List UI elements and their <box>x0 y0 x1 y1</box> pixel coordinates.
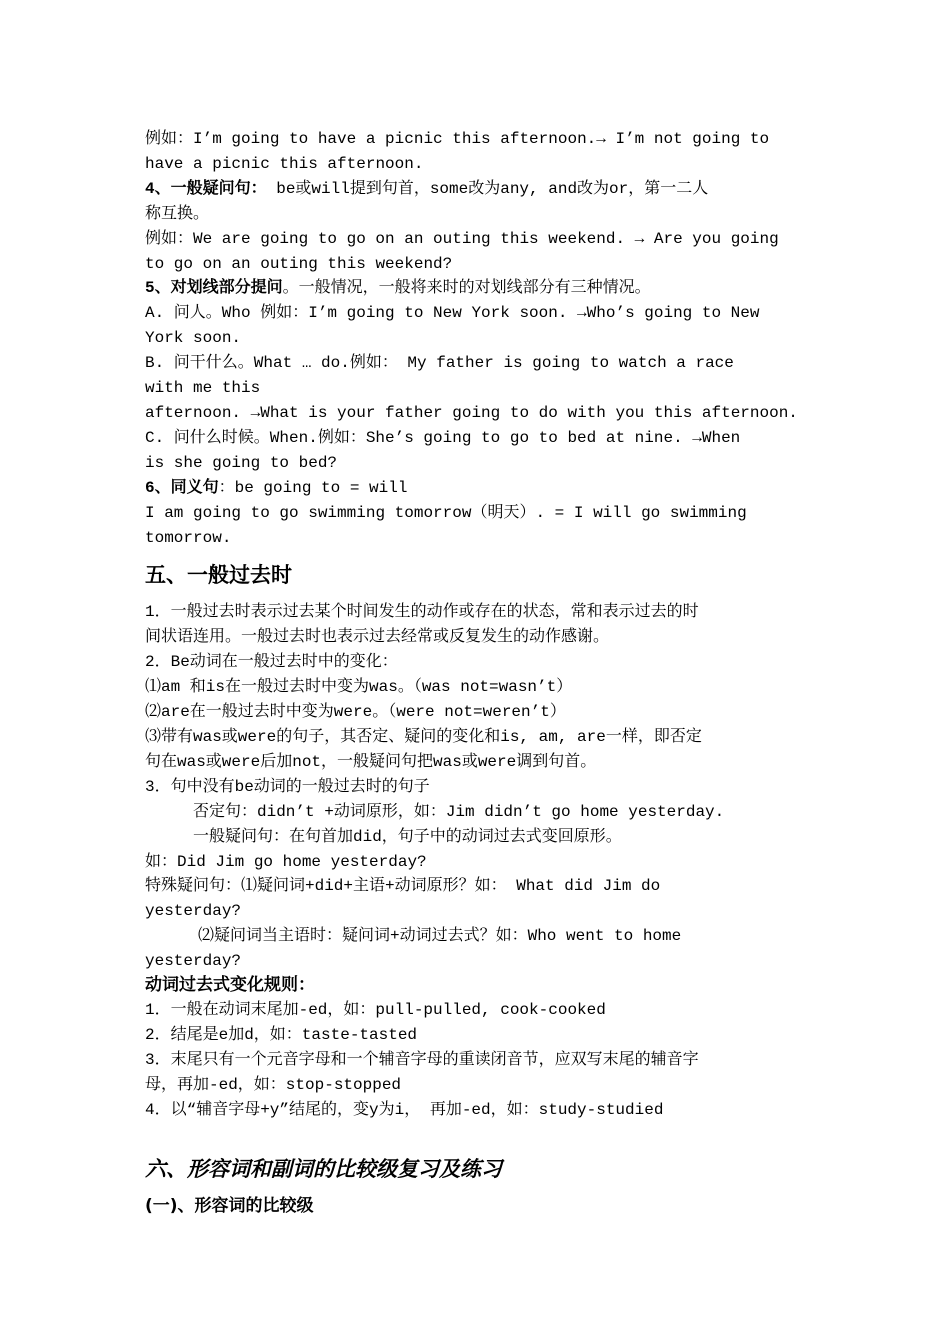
text-line: 特殊疑问句：⑴疑问词+did+主语+动词原形？如： What did Jim do <box>145 877 661 895</box>
text-line: 2．结尾是e加d，如：taste-tasted <box>145 1026 418 1044</box>
text-line <box>145 177 810 202</box>
rules-title: 动词过去式变化规则： <box>145 975 315 995</box>
text-line: York soon. <box>145 329 242 347</box>
item-label: 6、同义句 <box>145 479 219 497</box>
item-label: 4、一般疑问句： <box>145 180 267 198</box>
text-line: 2．Be动词在一般过去时中的变化： <box>145 653 398 671</box>
text-line: C. 问什么时候。When.例如：She’s going to go to bed at nine. →When <box>145 429 741 447</box>
subsection-heading: (一)、形容词的比较级 <box>145 1196 314 1216</box>
text-line: 例如：I’m going to have a picnic this afternoon.→ I’m not going to <box>145 130 770 148</box>
text-line: ⑶带有was或were的句子，其否定、疑问的变化和is, am, are一样，即否定 <box>145 728 702 746</box>
text-line <box>145 476 810 501</box>
text-line: I am going to go swimming tomorrow（明天）. = I will go swimming <box>145 504 747 522</box>
section-heading-past-tense: 五、一般过去时 <box>145 563 292 587</box>
text-line: B. 问干什么。What … do.例如： My father is going to watch a race <box>145 354 734 372</box>
text-line: have a picnic this afternoon. <box>145 155 424 173</box>
text-line: 间状语连用。一般过去时也表示过去经常或反复发生的动作感谢。 <box>145 628 610 646</box>
text-line: yesterday? <box>145 952 242 970</box>
text-line <box>145 276 810 301</box>
text-line: afternoon. →What is your father going to do with you this afternoon. <box>145 404 798 422</box>
text-line: 3．句中没有be动词的一般过去时的句子 <box>145 778 430 796</box>
text-line: tomorrow. <box>145 529 232 547</box>
text-line: 4．以“辅音字母+y”结尾的，变y为i， 再加-ed，如：study-studied <box>145 1101 664 1119</box>
text-line: yesterday? <box>145 902 242 920</box>
text-line: 母，再加-ed，如：stop-stopped <box>145 1076 402 1094</box>
text-line: 句在was或were后加not，一般疑问句把was或were调到句首。 <box>145 753 597 771</box>
text-line: 称互换。 <box>145 205 210 223</box>
text-line: to go on an outing this weekend? <box>145 255 453 273</box>
text-line: 如：Did Jim go home yesterday? <box>145 853 427 871</box>
text-line: ⑵疑问词当主语时：疑问词+动词过去式？如：Who went to home <box>198 927 682 945</box>
text-line: 例如：We are going to go on an outing this weekend. → Are you going <box>145 230 779 248</box>
text-line: 一般疑问句：在句首加did，句子中的动词过去式变回原形。 <box>193 828 622 846</box>
text-line: 否定句：didn’t +动词原形，如：Jim didn’t go home yesterday. <box>193 803 725 821</box>
text-line: 3．末尾只有一个元音字母和一个辅音字母的重读闭音节，应双写末尾的辅音字 <box>145 1051 699 1069</box>
item-text: be或will提到句首，some改为any, and改为or，第一二人 <box>266 180 709 198</box>
item-text: ：be going to = will <box>218 479 408 497</box>
item-label: 5、对划线部分提问 <box>145 279 283 297</box>
text-line: ⑵are在一般过去时中变为were。（were not=weren’t） <box>145 703 566 721</box>
text-line: 1．一般过去时表示过去某个时间发生的动作或存在的状态，常和表示过去的时 <box>145 603 699 621</box>
text-line: with me this <box>145 379 261 397</box>
section-heading-comparatives: 六、形容词和副词的比较级复习及练习 <box>145 1157 502 1181</box>
text-line: is she going to bed? <box>145 454 338 472</box>
text-line: 1．一般在动词末尾加-ed，如：pull-pulled, cook-cooked <box>145 1001 606 1019</box>
text-line: ⑴am 和is在一般过去时中变为was。（was not=wasn’t） <box>145 678 573 696</box>
item-text: 。一般情况，一般将来时的对划线部分有三种情况。 <box>282 279 651 297</box>
text-line: A. 问人。Who 例如：I’m going to New York soon. →Who’s going to New <box>145 304 760 322</box>
